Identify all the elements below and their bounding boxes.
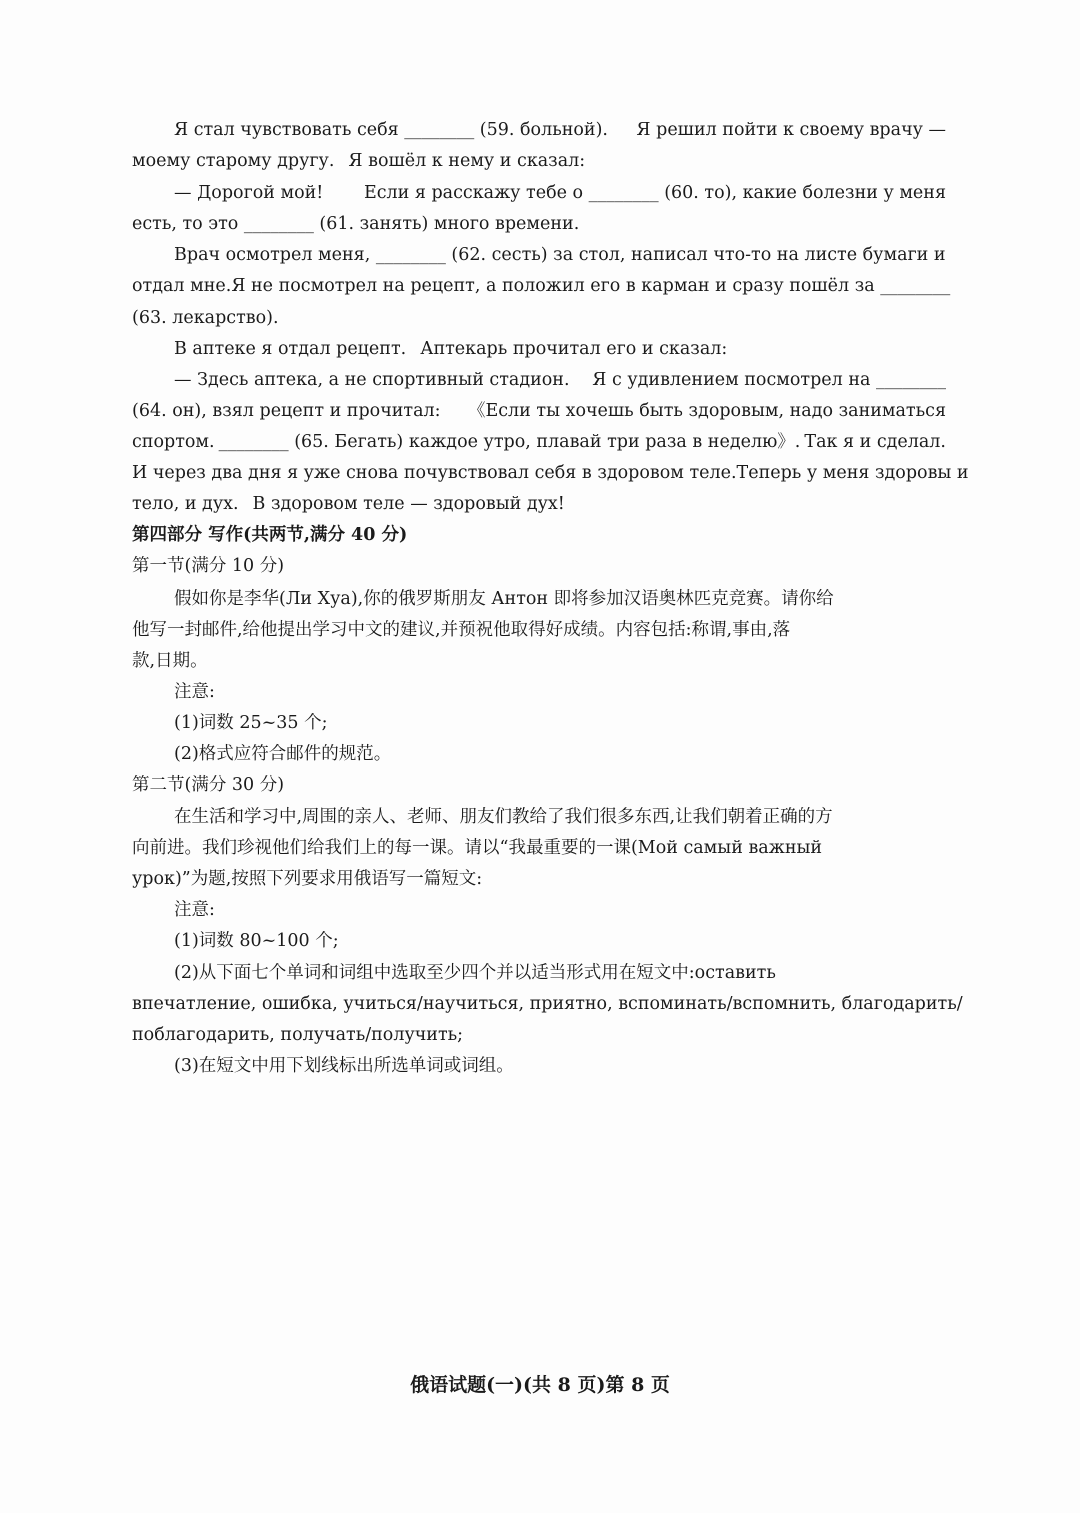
text-segment: Так я и сделал. [804, 432, 946, 452]
section2-note: 注意: [174, 900, 215, 920]
section1-note: 注意: [174, 682, 215, 702]
text-segment: Аптекарь прочитал его и сказал: [420, 339, 728, 359]
text-segment: отдал мне. [132, 276, 232, 296]
section2-item: (1)词数 80~100 个; [174, 931, 339, 951]
section1-item: (2)格式应符合邮件的规范。 [174, 744, 392, 764]
text-segment: 《Если ты хочешь быть здоровым, надо заниматься [467, 401, 946, 421]
section2-text: 在生活和学习中,周围的亲人、老师、朋友们教给了我们很多东西,让我们朝着正确的方 [174, 807, 833, 827]
passage-line [132, 487, 946, 521]
text-segment: есть, то это ________ (61. занять) много времени. [132, 214, 580, 234]
part4-title: 第四部分 写作(共两节,满分 40 分) [132, 525, 408, 545]
text-segment: — Здесь аптека, а не спортивный стадион. [174, 370, 570, 390]
text-segment: тело, и дух. [132, 494, 239, 514]
passage-line [132, 425, 946, 459]
text-segment: Я вошёл к нему и сказал: [348, 151, 586, 171]
text-segment: И через два дня я уже снова почувствовал себя в здоровом теле. [132, 463, 737, 483]
text-segment: спортом. [132, 432, 215, 452]
text-segment: (63. лекарство). [132, 308, 279, 328]
passage-line [132, 394, 946, 428]
text-segment: Я решил пойти к своему врачу — [636, 120, 946, 140]
passage-line [174, 363, 946, 397]
passage-line [132, 269, 951, 303]
passage-line [174, 332, 946, 366]
text-segment: Я с удивлением посмотрел на ________ [592, 370, 946, 390]
text-segment: моему старому другу. [132, 151, 335, 171]
text-segment: — Дорогой мой! [174, 183, 324, 203]
text-segment: ________ (65. Бегать) каждое утро, плавай три раза в неделю》. [218, 432, 801, 452]
page-footer: 俄语试题(一)(共 8 页)第 8 页 [410, 1374, 670, 1396]
section1-title: 第一节(满分 10 分) [132, 556, 285, 576]
passage-line [132, 301, 946, 335]
section2-title: 第二节(满分 30 分) [132, 775, 285, 795]
section1-text: 款,日期。 [132, 651, 208, 671]
passage-line [174, 113, 946, 147]
section2-item: поблагодарить, получать/получить; [132, 1025, 464, 1045]
section1-item: (1)词数 25~35 个; [174, 713, 328, 733]
text-segment: Я стал чувствовать себя ________ (59. больной). [174, 120, 608, 140]
section2-text: 向前进。我们珍视他们给我们上的每一课。请以“我最重要的一课(Мой самый важный [132, 838, 823, 858]
text-segment: В здоровом теле — здоровый дух! [252, 494, 565, 514]
section2-text: урок)”为题,按照下列要求用俄语写一篇短文: [132, 869, 483, 889]
text-segment: Если я расскажу тебе о ________ (60. то), какие болезни у меня [363, 183, 946, 203]
text-segment: Теперь у меня здоровы и [736, 463, 969, 483]
text-segment: Я не посмотрел на рецепт, а положил его в карман и сразу пошёл за ________ [231, 276, 951, 296]
passage-line [174, 176, 946, 210]
section2-item: (2)从下面七个单词和词组中选取至少四个并以适当形式用在短文中:оставить [174, 963, 776, 983]
passage-line [132, 144, 946, 178]
passage-line [132, 456, 969, 490]
text-segment: Врач осмотрел меня, ________ (62. сесть) за стол, написал что-то на листе бумаги и [174, 245, 946, 265]
passage-line [174, 238, 946, 272]
section2-item: впечатление, ошибка, учиться/научиться, приятно, вспоминать/вспомнить, благодарить/ [132, 994, 963, 1014]
section1-text: 他写一封邮件,给他提出学习中文的建议,并预祝他取得好成绩。内容包括:称谓,事由,落 [132, 620, 791, 640]
passage-line [132, 207, 946, 241]
section2-item: (3)在短文中用下划线标出所选单词或词组。 [174, 1056, 514, 1076]
text-segment: (64. он), взял рецепт и прочитал: [132, 401, 441, 421]
section1-text: 假如你是李华(Ли Хуа),你的俄罗斯朋友 Антон 即将参加汉语奥林匹克竞赛。请你给 [174, 589, 834, 609]
text-segment: В аптеке я отдал рецепт. [174, 339, 407, 359]
